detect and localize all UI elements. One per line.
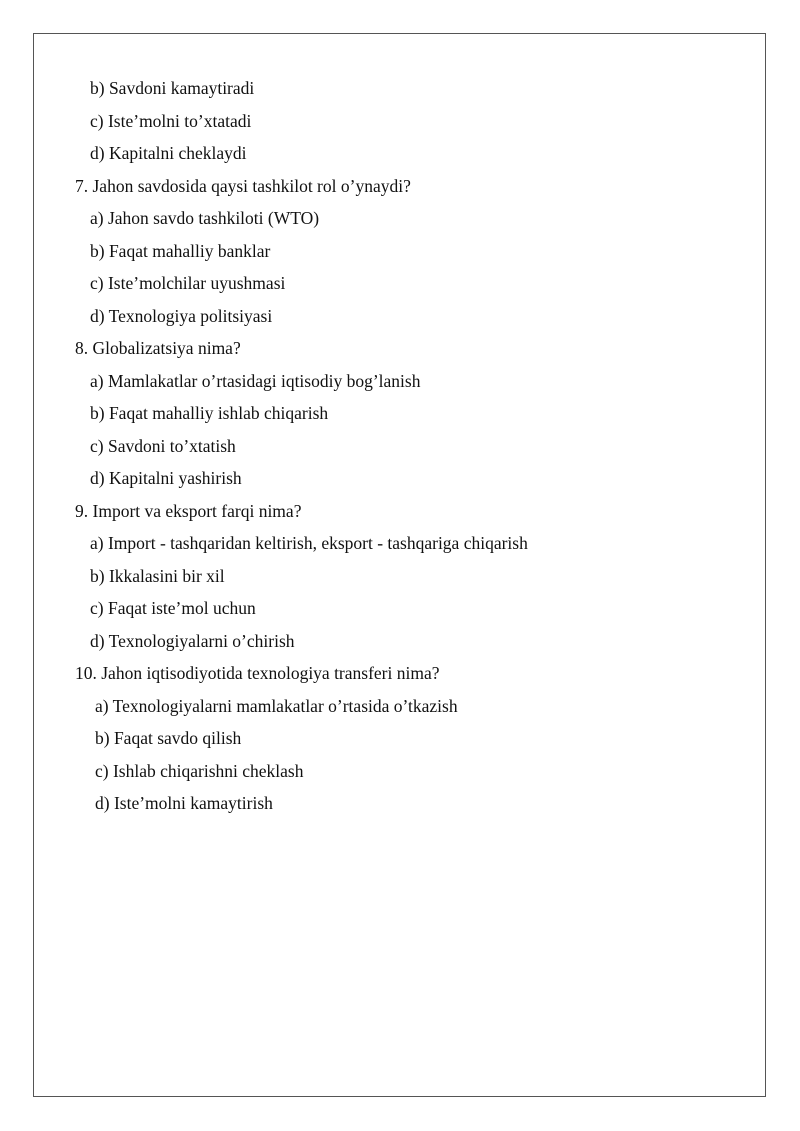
question-7: 7. Jahon savdosida qaysi tashkilot rol o’ynaydi?: [75, 175, 411, 196]
option-9a: a) Import - tashqaridan keltirish, eksport - tashqariga chiqarish: [90, 533, 528, 553]
option-8a: a) Mamlakatlar o’rtasidagi iqtisodiy bog’lanish: [90, 370, 421, 391]
option-10d: d) Iste’molni kamaytirish: [95, 793, 273, 813]
option-10b: b) Faqat savdo qilish: [95, 728, 242, 748]
option-7c: c) Iste’molchilar uyushmasi: [90, 273, 286, 293]
option-8d: d) Kapitalni yashirish: [90, 468, 242, 488]
option-9b: b) Ikkalasini bir xil: [90, 565, 225, 586]
option-8c: c) Savdoni to’xtatish: [90, 435, 236, 456]
option-7b: b) Faqat mahalliy banklar: [90, 240, 271, 261]
option-10c: c) Ishlab chiqarishni cheklash: [95, 760, 304, 781]
document-body: [75, 72, 760, 820]
option-6b: b) Savdoni kamaytiradi: [90, 78, 255, 98]
question-9: 9. Import va eksport farqi nima?: [75, 500, 302, 521]
option-6c: c) Iste’molni to’xtatadi: [90, 110, 252, 131]
option-8b: b) Faqat mahalliy ishlab chiqarish: [90, 403, 329, 423]
question-8: 8. Globalizatsiya nima?: [75, 338, 241, 358]
option-7a: a) Jahon savdo tashkiloti (WTO): [90, 208, 320, 228]
option-9d: d) Texnologiyalarni o’chirish: [90, 630, 295, 651]
option-10a: a) Texnologiyalarni mamlakatlar o’rtasida o’tkazish: [95, 695, 458, 716]
question-10: 10. Jahon iqtisodiyotida texnologiya transferi nima?: [75, 663, 440, 683]
option-7d: d) Texnologiya politsiyasi: [90, 305, 273, 326]
option-6d: d) Kapitalni cheklaydi: [90, 143, 247, 163]
option-9c: c) Faqat iste’mol uchun: [90, 598, 256, 618]
